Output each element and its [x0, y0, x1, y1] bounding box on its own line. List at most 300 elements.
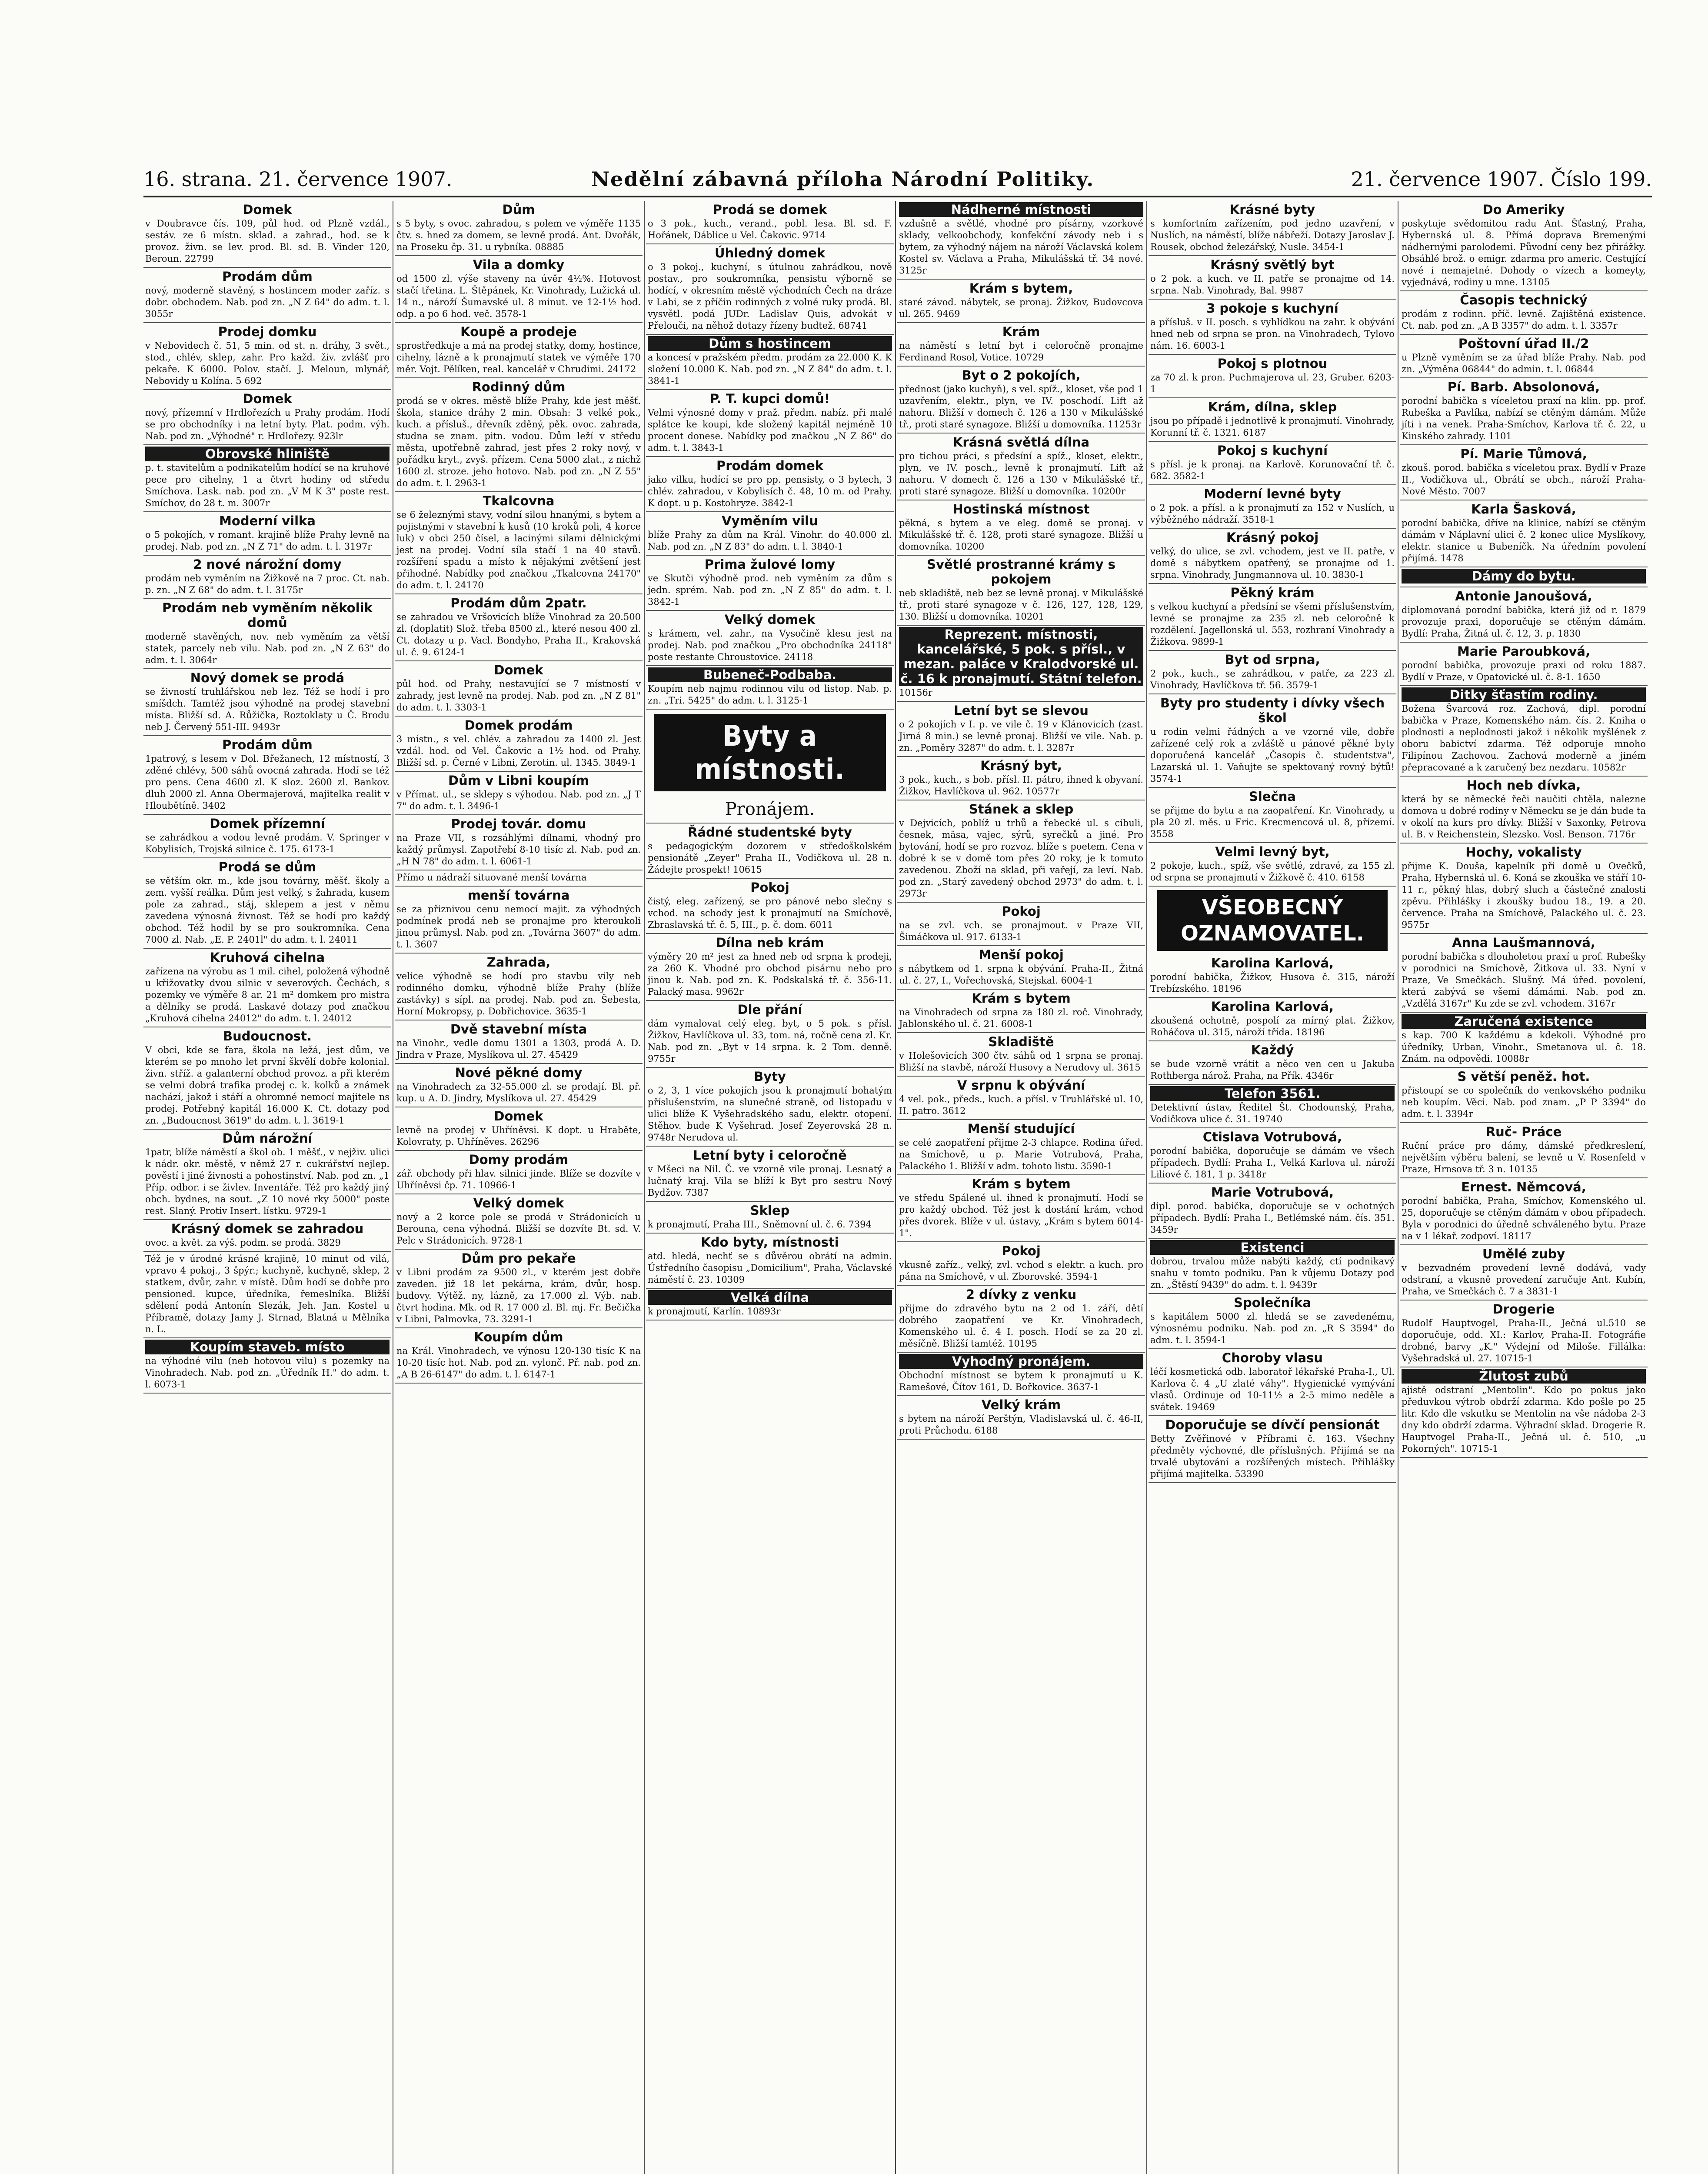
ad-body-text: 2 pok., kuch., se zahrádkou, v patře, za 223 zl. Vinohrady, Havlíčkova tř. 56. 3579-1 [1150, 668, 1395, 690]
ad-body-text: se bude vzorně vrátit a něco ven cen u Jakuba Rothberga nárož. Praha, na Přík. 4346r [1150, 1059, 1395, 1081]
ad-body-text: 3 místn., s vel. chlév. a zahradou za 1400 zl. Jest vzdál. hod. od Vel. Čakovic a 1½ hod. od Prahy. Bližší sd. p. Černé v Libni, Zerotin. ul. 1345. 3849-1 [396, 734, 641, 768]
ad-body-text: pro tichou práci, s předsíní a spíž., kloset, elektr., plyn, ve IV. posch., levně k pronajmutí. Lift až nahoru. V domech č. 126 a 130 v Mikulášské tř., proti staré synagoze. Bližší u domovníka. 10200r [899, 451, 1143, 497]
ad-title: Do Ameriky [1482, 202, 1565, 217]
ad-title: Byty [754, 1069, 786, 1084]
ad-body-text: na náměstí s letní byt i celoročně pronajme Ferdinand Rosol, Votice. 10729 [899, 340, 1143, 363]
ad-title: Ditky šťastím rodiny. [1402, 687, 1646, 702]
classified-ad [646, 457, 894, 512]
column-5 [1149, 201, 1396, 2174]
ad-title: Dílna neb krám [716, 935, 824, 950]
ad-title: Prodá se domek [712, 202, 827, 217]
classified-ad [395, 1064, 643, 1107]
ad-title: Dvě stavební místa [450, 1022, 587, 1037]
ad-title: Koupím dům [474, 1330, 563, 1344]
classified-ad [897, 1396, 1145, 1440]
ad-body-text: přijme do zdravého bytu na 2 od 1. září, dětí dobrého zaopatření ve Kr. Vinohradech, Komenského ul. č. 4 I. posch. Hodí se za 20 zl. měsíčně. Bližší tamtéž. 10195 [899, 1303, 1143, 1349]
ad-body-text: porodní babička, Praha, Smíchov, Komenského ul. 25, doporučuje se ctěným dámám v obou případech. Byla v porodnici do úředně schváleného bytu. Praze na v 1 lékař. zodpoví. 18117 [1402, 1196, 1646, 1241]
ad-title: Velký domek [724, 612, 816, 627]
classified-ad [897, 626, 1145, 702]
ad-title: Každý [1251, 1043, 1294, 1057]
classified-ad [1400, 567, 1648, 587]
ad-body-text: se za přiznivou cenu nemocí majit. za výhodných podmínek prodá neb se pronajme pro kteroukoli jinou průmysl. Nab. pod zn. „Továrna 3607" do adm. t. l. 3607 [396, 904, 641, 950]
classified-ad [646, 1147, 894, 1202]
ad-body-text: čistý, eleg. zařízený, se pro pánové nebo slečny s vchod. na schody jest k pronajmutí na Smíchově, Zbraslavská tř. č. 5, III., p. č. dom. 6011 [648, 896, 892, 930]
ad-title: Dům v Libni koupím [448, 773, 589, 788]
ad-body-text: půl hod. od Prahy, nestavující se 7 místností v zahrady, jest levně na prodej. Nab. pod zn. „N Z 81" do adm. t. l. 3303-1 [396, 679, 641, 713]
ad-title: Krám s bytem [972, 991, 1071, 1006]
classified-ad [143, 201, 391, 268]
ad-title: Poštovní úřad II./2 [1458, 336, 1589, 351]
ad-body-text: jako vilku, hodící se pro pp. pensisty, o 3 bytech, 3 chlév. zahradou, v Kobylisích č. 48, 10 m. od Prahy. K dopt. u p. Kostohryze. 3842-1 [648, 474, 892, 508]
ad-body-text: se živností truhlářskou neb lez. Též se hodí i pro smíšdch. Tamtéž jsou výhodně na prodej stavební místa. Bližší sd. A. Růžička, Roztoklaty u Č. Brodu neb J. Červený 551-III. 9493r [145, 687, 390, 732]
classified-ad [143, 445, 391, 512]
ad-body-text: s přísl. je k pronaj. na Karlově. Korunovační tř. č. 682. 3582-1 [1150, 459, 1395, 481]
classified-ad [1400, 934, 1648, 1013]
ad-body-text: v Libni prodám za 9500 zl., v kterém jest dobře zaveden. již 18 let pekárna, krám, dvůr, hosp. budovy. Výtěž. ny, lázně, za 17.000 zl. Výb. nab. čtvrt hodina. Mk. od R. 17 000 zl. Bl. mj. Fr. Bečička v Libni, Palmovka, 73. 3291-1 [396, 1267, 641, 1324]
ad-body-text: výměry 20 m² jest za hned neb od srpna k prodeji, za 260 K. Vhodné pro obchod pisárnu nebo pro jinou k. Nab. pod zn. K. Podskalská tř. č. 356-11. Palacký masa. 9962r [648, 951, 892, 997]
ad-body-text: Rudolf Hauptvogel, Praha-II., Ječná ul.510 se doporučuje, odd. XI.: Karlov, Praha-II. Fotográfie drobné, barvy „K." Výdejní od Miloše. Fillálka: Vyšehradská ul. 27. 10715-1 [1402, 1318, 1646, 1364]
classified-ad [395, 717, 643, 772]
classified-ad [395, 323, 643, 378]
ad-body-text: atd. hledá, nechť se s důvěrou obrátí na admin. Ústředního časopisu „Domicilium", Praha, Václavské náměstí č. 23. 10309 [648, 1251, 892, 1285]
ad-title: Prima žulové lomy [704, 557, 836, 572]
ad-body-text: s nábytkem od 1. srpna k obývání. Praha-II., Žitná ul. č. 27, I., Vořechovská, Stejskal. 6004-1 [899, 964, 1143, 986]
ad-title: Zahrada, [486, 955, 551, 970]
classified-ad [1400, 201, 1648, 291]
classified-ad [1400, 291, 1648, 335]
ad-title: Žlutost zubů [1402, 1369, 1646, 1384]
classified-ad [395, 954, 643, 1020]
ad-body-text: Ruční práce pro dámy, dámské předkreslení, největším výběru balení, se levně u V. Rosenfeld v Praze, Hrnsova tř. 3 n. 10135 [1402, 1140, 1646, 1174]
ad-body-text: blíže Prahy za dům na Král. Vinohr. do 40.000 zl. Nab. pod zn. „N Z 83" do adm. t. l. 3840-1 [648, 530, 892, 552]
ad-title: Prodám dům [222, 269, 313, 284]
classified-ad [395, 1107, 643, 1151]
ad-title: V srpnu k obývání [957, 1078, 1085, 1093]
ad-body-text: o 2 pok. a přísl. a k pronajmutí za 152 v Nuslích, u výběžného nádraží. 3518-1 [1150, 503, 1395, 525]
ad-title: Byty pro studenty i dívky všech škol [1160, 696, 1385, 725]
ad-body-text: Koupím neb najmu rodinnou vilu od listop. Nab. p. zn. „Tri. 5425" do adm. t. l. 3125-1 [648, 684, 892, 706]
ad-title: Krásná světlá dílna [952, 435, 1090, 450]
ad-body-text: se přijme do bytu a na zaopatření. Kr. Vinohrady, u pla 20 zl. měs. u Fric. Krecmencová ul. 8, přízemí. 3558 [1150, 805, 1395, 839]
ad-body-text: staré závod. nábytek, se pronaj. Žižkov, Budovcova ul. 265. 9469 [899, 297, 1143, 319]
ad-body-text: levně na prodej v Uhříněvsi. K dopt. u Hraběte, Kolovraty, p. Uhříněves. 26296 [396, 1125, 641, 1147]
ad-body-text: prodá se v okres. městě blíže Prahy, kde jest měšť. škola, stanice dráhy 2 min. Obsah: 3 velké pok., kuch. a přísluš., dřevník zděný, pěk. ovoc. zahrada, studna se znam. pitn. vodou. Dům leží v středu města, upotřebně zahrad, jest přes 2 roky nový, v pořádku kryt., zvyš. přízem. Cena 5000 zlat., z nichž 1600 zl. stroze. jeho hotovo. Nab. pod zn. „N Z 55" do adm. t. l. 2963-1 [396, 396, 641, 488]
ad-body-text: na Vinohradech od srpna za 180 zl. roč. Vinohrady, Jablonského ul. č. 21. 6008-1 [899, 1007, 1143, 1029]
ad-title: Kruhová cihelna [210, 950, 325, 965]
classified-ad [1400, 1367, 1648, 1458]
ad-title: Pokoj [1002, 904, 1041, 919]
classified-ad [897, 757, 1145, 800]
ad-body-text: se zahradou ve Vršovicích blíže Vinohrad za 20.500 zl. (doplatit) Slož. třeba 8500 zl., které nesou 400 zl. Ct. dotazy u p. Vacl. Bondyho, Praha II., Krakovská ul. č. 9. 6124-1 [396, 612, 641, 657]
ad-title: menší továrna [467, 888, 570, 903]
ad-title: Prodám neb vyměním několik domů [162, 600, 373, 630]
ad-body-text: zář. obchody při hlav. silnici jinde. Blíže se dozvíte v Uhříněvsi čp. 71. 10966-1 [396, 1168, 641, 1190]
ad-title: Krám, dílna, sklep [1208, 400, 1337, 414]
classified-ad [646, 666, 894, 710]
ad-body-text: moderně stavěných, nov. neb vyměním za větší statek, parcely neb vilu. Nab. pod zn. „N Z 63" do adm. t. l. 3064r [145, 631, 390, 665]
column-separator [644, 201, 645, 2174]
ad-title: Velká dílna [648, 1290, 892, 1305]
ad-body-text: s krámem, vel. zahr., na Vysočině klesu jest na prodej. Nab. pod značkou „Pro obchodníka 24118" poste restante Chroustovice. 24118 [648, 628, 892, 662]
ad-body-text: vzdušně a světlé, vhodné pro písárny, vzorkové sklady, velkoobchody, konfekční závody neb i s bytem, za výhodný nájem na nároží Václavská kolem Kostel sv. Václava a Praha, Mikulášská tř. 34 nové. 3125r [899, 218, 1143, 276]
classified-ad [143, 512, 391, 556]
ad-title: Dům pro pekaře [461, 1251, 576, 1266]
ad-title: Bubeneč-Podbaba. [648, 667, 892, 682]
ad-title: Anna Laušmannová, [1452, 935, 1595, 950]
classified-ad [897, 1286, 1145, 1353]
ad-title: Domek [243, 391, 292, 406]
ad-body-text: nový a 2 korce pole se prodá v Strádonicích u Berouna, cena výhodná. Bližší se dozvíte Bt. sd. V. Pelc v Strádonicích. 9728-1 [396, 1212, 641, 1246]
classified-ad [1149, 398, 1396, 442]
ad-title: Dům [502, 202, 535, 217]
ad-title: 3 pokoje s kuchyní [1206, 301, 1338, 316]
classified-ad [646, 244, 894, 335]
classified-columns [143, 201, 1652, 2174]
ad-title: Rodinný dům [472, 380, 566, 394]
ad-body-text: která by se německé řeči naučiti chtěla, nalezne domova u dobré rodiny v Německu se je dán bude ta v okolí na kurs pro dívky. Bližší v Saxonky, Petrova ul. B. v Reichenstein, Slezsko. Vosl. Benson. 7176r [1402, 794, 1646, 840]
classified-ad [897, 702, 1145, 757]
ad-title: Zaručená existence [1402, 1014, 1646, 1029]
ad-title: 2 nové nárožní domy [193, 557, 342, 572]
ad-body-text: k pronajmutí, Karlín. 10893r [648, 1306, 781, 1317]
ad-body-text: Velmi výnosné domy v praž. předm. nabíz. při malé splátce ke koupi, kde složený kapitál nejméně 10 procent donese. Nabídky pod značkou „N Z 86" do adm. t. l. 3843-1 [648, 407, 892, 453]
ad-title: Nové pěkné domy [455, 1065, 583, 1080]
ad-title: Dle přání [737, 1002, 802, 1017]
classified-ad [897, 1175, 1145, 1242]
classified-ad [395, 256, 643, 323]
ad-title: Letní byt se slevou [954, 703, 1089, 718]
ad-body-text: v bezvadném provedení levně dodává, vady odstraní, a vkusně provedení zaručuje Ant. Kubín, Praha, ve Smečkách č. 7 a 3831-1 [1402, 1263, 1646, 1297]
classified-ad [1149, 998, 1396, 1041]
ad-body-text: přednost (jako kuchyň), s vel. spíž., kloset, vše pod 1 uzavřením, elektr., plyn, ve IV. poschodí. Lift až nahoru. Bližší v domech č. 126 a 130 v Mikulášské tř., proti staré synagoze. Bližší u domovníka. 11253r [899, 384, 1143, 430]
ad-body-text: o 5 pokojích, v romant. krajině blíže Prahy levně na prodej. Nab. pod zn. „N Z 71" do adm. t. l. 3197r [145, 530, 390, 552]
classified-ad [897, 500, 1145, 556]
classified-ad [646, 390, 894, 457]
classified-ad [143, 268, 391, 323]
ad-body-text: u rodin velmi řádných a ve vzorné vile, dobře zařízené celý rok a zvláště u pánové pěkné byty doporučená kancelář „Časopis č. studentstva", Lazarská ul. 1. Vaňujte se spektovaný rovný býtů! 3574-1 [1150, 727, 1395, 784]
ad-title: Velký domek [473, 1196, 564, 1210]
ad-title: Krásné byty [1229, 202, 1315, 217]
classified-ad [395, 1250, 643, 1328]
classified-ad [1149, 1416, 1396, 1483]
column-separator [895, 201, 896, 2174]
classified-ad [646, 824, 894, 879]
classified-ad [1149, 1184, 1396, 1239]
ad-body-text: od 1500 zl. výše staveny na úvěr 4½%. Hotovost stačí třetina. L. Štěpánek, Kr. Vinohrady, Lužická ul. 14 n., nároží Šumavské ul. 8 minut. ve 12-1½ hod. odp. a po 6 hod. več. 3578-1 [396, 273, 641, 319]
header-left-page-number-date: 16. strana. 21. července 1907. [143, 167, 453, 191]
ad-title: Karla Šasková, [1471, 502, 1576, 517]
classified-ad [1149, 442, 1396, 485]
ad-title: Domek [494, 663, 543, 677]
ad-title: Domek [243, 202, 292, 217]
classified-ad [646, 934, 894, 1001]
ad-body-text: diplomovaná porodní babička, která již od r. 1879 provozuje praxi, doporučuje se ctěným dámám. Bydlí: Praha, Žitná ul. č. 12, 3. p. 1830 [1402, 605, 1646, 639]
ad-title: Prodám dům [222, 737, 313, 752]
ad-body-text: pěkná, s bytem a ve eleg. domě se pronaj. v Mikulášské tř. č. 128, proti staré synagoze. Bližší u domovníka. 10200 [899, 518, 1143, 552]
ad-title: Budoucnost. [223, 1029, 312, 1044]
ad-body-text: Božena Švarcová roz. Zachová, dipl. porodní babička v Praze, Komenského nám. čís. 2. Kniha o plodnosti a neplodnosti jakož i několik myšlének z oboru babictví zdarma. Též odporuje mnoho Filipínou Zachovou. Zachová moderně a jiném přepracované a k zaručený bez nezdaru. 10582r [1402, 704, 1646, 773]
classified-ad [1400, 686, 1648, 777]
ad-title: Existenci [1150, 1240, 1395, 1255]
classified-ad [1400, 777, 1648, 844]
classified-ad [143, 323, 391, 390]
header-rule [143, 196, 1652, 197]
page-header [143, 167, 1652, 193]
ad-body-text: vkusně zaříz., velký, zvl. vchod s elektr. a kuch. pro pána na Smíchově, v ul. Zborovské. 3594-1 [899, 1260, 1143, 1282]
ad-title: Krásný domek se zahradou [171, 1221, 364, 1236]
classified-ad [1149, 954, 1396, 998]
ad-body-text: s velkou kuchyní a předsíní se všemi příslušenstvím, levné se pronajme za 235 zl. neb celoročně k rozdělení. Jagellonská ul. 553, rozhraní Vinohrady a Žižkova. 9899-1 [1150, 601, 1395, 647]
ad-title: Pokoj [1002, 1244, 1041, 1258]
classified-ad [1400, 1013, 1648, 1068]
ad-body-text: neb skladiště, neb bez se levně pronaj. v Mikulášské tř., proti staré synagoze v č. 126, 127, 128, 129, 130. Bližší u domovníka. 10201 [899, 588, 1143, 622]
ad-body-text: Přímo u nádraží situované menší továrna [396, 872, 587, 883]
classified-ad [1400, 500, 1648, 567]
ad-body-text: sprostředkuje a má na prodej statky, domy, hostince, cihelny, lázně a k pronajmutí statek ve výměře 170 měr. Vojt. Pělíken, real. kancelář v Chrudimi. 24172 [396, 340, 641, 374]
ad-body-text: poskytuje svědomitou radu Ant. Šťastný, Praha, Hybernská ul. 8. Přímá doprava Bremenými nádhernými parolodemi. Původní ceny bez přirážky. Obsáhlé brož. o emigr. zdarma pro americ. Cestující nové i nemajetné. Dohody o vízech a komeyty, vyjednává, rodiny u mne. 13105 [1402, 218, 1646, 287]
classified-ad [1149, 584, 1396, 651]
classified-ad [646, 1289, 894, 1320]
ad-title: Pěkný krám [1230, 585, 1315, 600]
ad-body-text: se zahrádkou a vodou levně prodám. V. Springer v Kobylisích, Trojská silnice č. 175. 6173-1 [145, 832, 390, 854]
ad-body-text: 4 vel. pok., předs., kuch. a přísl. v Truhlářské ul. 10, II. patro. 3612 [899, 1094, 1143, 1116]
classified-ad [143, 1130, 391, 1220]
section-banner-vseobecny-oznamovatel: VŠEOBECNÝ OZNAMOVATEL. [1157, 890, 1388, 951]
ad-body-text: a koncesí v pražském předm. prodám za 22.000 K. K složení 10.000 K. Nab. pod zn. „N Z 84" do adm. t. l. 3841-1 [648, 352, 892, 386]
classified-ad [897, 280, 1145, 323]
classified-ad [1149, 1041, 1396, 1085]
ad-title: Dům s hostincem [648, 336, 892, 351]
ad-title: Doporučuje se dívčí pensionát [1165, 1417, 1380, 1432]
ad-body-text: o 3 pokoj., kuchyní, s útulnou zahrádkou, nově postav., pro soukromníka, pensistu výborně se hodící, v okresním městě východních Čech na dráze v Labi, se z příčin rodinných z volné ruky prodá. Bl. vysvětl. podá JUDr. Ladislav Quis, advokát v Přelouči, na něhož dotazy řízeny budtež. 68741 [648, 262, 892, 331]
ad-title: Pokoj s plotnou [1217, 356, 1328, 371]
ad-title: Dům nárožní [222, 1131, 313, 1146]
ad-body-text: Obchodní místnost se bytem k pronajmutí u K. Ramešové, Čítov 161, D. Bořkovice. 3637-1 [899, 1370, 1143, 1392]
classified-ad [646, 611, 894, 666]
ad-body-text: na výhodné vilu (neb hotovou vilu) s pozemky na Vinohradech. Nab. pod zn. „Úředník H." do adm. t. l. 6073-1 [145, 1356, 390, 1390]
classified-ad [143, 815, 391, 858]
classified-ad [646, 512, 894, 556]
ad-body-text: dám vymalovat celý eleg. byt, o 5 pok. s přísl. Žižkov, Havlíčkova ul. 33, tom. ná, ročně cena zl. Kr. Nab. pod zn. „Byt v 14 srpna. k. 2 Tom. denně. 9755r [648, 1018, 892, 1064]
ad-title: Prodej továr. domu [451, 817, 586, 831]
ad-body-text: ovoc. a květ. za výš. podm. se prodá. 3829 [145, 1237, 341, 1248]
classified-ad [897, 990, 1145, 1033]
ad-title: Pí. Barb. Absolonová, [1447, 380, 1600, 394]
ad-title: Krásný pokoj [1226, 530, 1319, 545]
classified-ad [395, 815, 643, 870]
ad-title: Úhledný domek [714, 246, 826, 260]
ad-body-text: nový, moderně stavěný, s hostincem moder zaříz. s dobr. obchodem. Nab. pod zn. „N Z 64" do adm. t. l. 3055r [145, 285, 390, 319]
ad-body-text: Též je v úrodné krásné krajině, 10 minut od vilá, vpravo 4 pokoj., 3 špýr.; kuchyně, kuchyně, sklep, 2 statkem, dvůr, zahr. v místě. Dům hodí se dobře pro pensioned. kupce, úředníka, řemeslníka. Bližší sdělení podá Antonín Slezák, Jeh. Jan. Kostel u Příbramě, dotazy Jamy J. Strnad, Blatná u Mělníka n. L. [145, 1254, 390, 1334]
classified-ad [646, 1202, 894, 1234]
classified-ad [897, 903, 1145, 946]
ad-body-text: s bytem na nároží Perštýn, Vladislavská ul. č. 46-II, proti Průchodu. 6188 [899, 1414, 1143, 1436]
ad-title: Krám s bytem, [969, 281, 1073, 296]
ad-body-text: nový, přízemní v Hrdlořezích u Prahy prodám. Hodí se pro obchodníky i na letní byty. Plat. podm. výh. Nab. pod zn. „Výhodné" r. Hrdlořezy. 923lr [145, 407, 390, 441]
ad-title: Antonie Janoušová, [1455, 589, 1592, 604]
ad-body-text: a přísluš. v II. posch. s vyhlídkou na zahr. k obývání hned neb od srpna se pron. na Vinohradech, Tylovo nám. 16. 6003-1 [1150, 317, 1395, 351]
ad-body-text: o 2 pokojích v I. p. ve vile č. 19 v Klánovicích (zast. Jirná 8 min.) se levně pronaj. Bližší ve vile. Nab. p. zn. „Poměry 3287" do adm. t. l. 3287r [899, 719, 1143, 753]
ad-title: Krásný světlý byt [1210, 257, 1335, 272]
ad-title: Marie Votrubová, [1211, 1185, 1334, 1200]
classified-ad [143, 669, 391, 736]
classified-ad [1149, 1294, 1396, 1349]
ad-body-text: na Vinohradech za 32-55.000 zl. se prodají. Bl. př. kup. u A. D. Jindry, Myslíkova ul. 27. 45429 [396, 1081, 641, 1104]
ad-body-text: za 70 zl. k pron. Puchmajerova ul. 23, Gruber. 6203-1 [1150, 372, 1395, 394]
classified-ad [897, 367, 1145, 433]
classified-ad [1149, 788, 1396, 843]
ad-title: Ctislava Votrubová, [1202, 1130, 1342, 1144]
ad-body-text: přijme K. Douša, kapelník při domě u Ovečků, Praha, Hybernská ul. 6. Koná se zkouška ve stáří 10-11 r., pěkný hlas, dobrý sluch a částečné znalosti zpěvu. Přihlášky i zkoušky budou 18., 19. a 20. července. Praha na Smíchově, Palackého ul. č. 23. 9575r [1402, 861, 1646, 930]
ad-title: Nový domek se prodá [190, 670, 345, 685]
ad-body-text: velký, do ulice, se zvl. vchodem, jest ve II. patře, v domě s nábytkem opatřený, se pronajme od 1. srpna. Vinohrady, Jungmannova ul. 10. 3830-1 [1150, 546, 1395, 580]
classified-ad [646, 1068, 894, 1147]
classified-ad [1149, 651, 1396, 694]
ad-title: Řádné studentské byty [688, 825, 852, 840]
classified-ad [143, 1338, 391, 1394]
ad-body-text: porodní babička s dlouholetou praxí u prof. Rubešky v porodnici na Smíchově, Žitkova ul. 33. Nyní v Praze, Ve Smečkách. Slušný. Má úřed. povolení, která zabývá se všemi dámámi. Nab. pod zn. „Vzdělá 3167r" Ku zde se zvl. vchodem. 3167r [1402, 951, 1646, 1009]
ad-body-text: v Doubravce čís. 109, půl hod. od Plzně vzdál., sestáv. ze 6 místn. sklad. a zahrad., hod. se k provoz. živn. se lev. prod. Bl. sd. B. Vinder 120, Beroun. 22799 [145, 218, 390, 264]
classified-ad [1149, 694, 1396, 788]
ad-title: Dámy do bytu. [1402, 569, 1646, 584]
column-1 [143, 201, 391, 2174]
ad-title: Vila a domky [473, 257, 565, 272]
ad-title: Tkalcovna [483, 493, 555, 508]
ad-body-text: 3 pok., kuch., s bob. přísl. II. pátro, ihned k obyvaní. Žižkov, Havlíčkova ul. 962. 10577r [899, 774, 1143, 797]
classified-ad [646, 335, 894, 390]
ad-body-text: porodní babička s víceletou praxí na klin. pp. prof. Rubeška a Pavlíka, nabízí se ctěným dámám. Může jíti i na venek. Praha-Smíchov, Karlova tř. č. 22, u Kinského zahrady. 1101 [1402, 396, 1646, 441]
ad-body-text: v Dejvicích, poblíž u trhů a řebecké ul. s cibuli, česnek, mäsa, vajec, sýrů, syrečků a jiné. Pro bytování, hodí se pro rozvoz. blíže s poetem. Cena v dobré k se v domě tom přes 20 roky, je k tomuto zavedenou. Zboží na sklad, při vařejí, za leví. Nab. pod zn. „Starý zavedený obchod 2973" do adm. t. l. 2973r [899, 818, 1143, 899]
ad-body-text: 10156r [899, 687, 932, 698]
ad-body-text: v Nebovidech č. 51, 5 min. od st. n. dráhy, 3 svět., stod., chlév, sklep, zahr. Pro každ. živ. zvlášť pro pekaře. K 6000. Polov. stačí. J. Meloun, mlynář, Nebovidy u Kolína. 5 692 [145, 340, 390, 386]
ad-title: Obrovské hliniště [145, 447, 390, 461]
ad-body-text: ajistě odstraní „Mentolin". Kdo po pokus jako předuvkou výtrob obdrží zdarma. Kdo pošle po 25 litr. Kdo dle vskutku se Mentolin na vše nádoba 2-3 dny kdo obdrží zdarma. Výhradní sklad. Drogerie R. Hauptvogel Praha-II., Ječná ul. č. 510, „u Pokorných". 10715-1 [1402, 1385, 1646, 1454]
ad-title: Umělé zuby [1482, 1247, 1565, 1261]
classified-ad [1400, 1245, 1648, 1300]
ad-body-text: s pedagogickým dozorem v středoškolském pensionátě „Zeyer" Praha II., Vodičkova ul. 28 n. Žádejte prospekt! 10615 [648, 841, 892, 875]
ad-title: Společníka [1234, 1295, 1311, 1310]
classified-ad [395, 661, 643, 717]
ad-body-text: na Praze VII, s rozsáhlými dílnami, vhodný pro každý průmysl. Zapotřebí 8-10 tisíc zl. Nab. pod zn. „H N 78" do adm. t. l. 6061-1 [396, 833, 641, 867]
classified-ad [1149, 300, 1396, 355]
classified-ad [897, 946, 1145, 990]
ad-body-text: v Holešovicích 300 čtv. sáhů od 1 srpna se pronaj. Bližší na stavbě, nároží Husovy a Nerudovy ul. 3615 [899, 1050, 1143, 1073]
ad-title: Marie Paroubková, [1457, 644, 1591, 659]
column-separator [1146, 201, 1147, 2174]
classified-ad [897, 800, 1145, 903]
ad-body-text: léčí kosmetická odb. laboratoř lékařské Praha-I., Ul. Karlova č. 4 „U zlaté váhy". Hygienické vymývání vlasů. Ordinuje od 10-11½ a 2-5 mimo neděle a svátek. 19469 [1150, 1367, 1395, 1412]
classified-ad [143, 390, 391, 445]
ad-body-text: se větším okr. m., kde jsou továrny, měšť. školy a zem. vyšší reálka. Dům jest velký, s žahrada, kusem pole za zahrad., stáj, sklepem a jest v němu zavedena výnosná živnost. Též se hodí pro každý obchod. Též hodil by se pro soukromníka. Cena 7000 zl. Nab. „E. P. 2401l" do adm. t. l. 24011 [145, 876, 390, 945]
ad-title: Letní byty i celoročně [693, 1148, 847, 1163]
classified-ad [143, 1252, 391, 1338]
ad-body-text: se 6 železnými stavy, vodní silou hnanými, s bytem a pojistnými v stavební k kusů (10 kroků poli, 4 korce luk) v obci 250 čísel, a lacinými silami dělnickými jest na prodej. Vodní síla stačí 1 na 40 stavů. rozšíření spadu a místo k nějakými zvětšení jest přihodné. Nabídky pod značkou „Tkalcovna 24170" do adm. t. l. 24170 [396, 510, 641, 590]
ad-body-text: na se zvl. vch. se pronajmout. v Praze VII, Šimáčkova ul. 917. 6133-1 [899, 920, 1143, 942]
ad-title: Časopis technický [1460, 293, 1588, 307]
ad-title: Moderní levné byty [1204, 487, 1341, 501]
ad-body-text: na Král. Vinohradech, ve výnosu 120-130 tisíc K na 10-20 tisíc hot. Nab. pod zn. vylonč. Př. nab. pod zn. „A B 26-6147" do adm. t. l. 6147-1 [396, 1346, 641, 1380]
ad-title: Menší studující [967, 1121, 1075, 1136]
ad-title: Choroby vlasu [1222, 1350, 1323, 1365]
ad-title: Prodá se dům [218, 860, 316, 874]
classified-ad [897, 1120, 1145, 1175]
classified-ad [897, 1353, 1145, 1396]
classified-ad [395, 1020, 643, 1064]
classified-ad [1400, 1068, 1648, 1123]
ad-body-text: přistoupí se co společník do venkovského podniku neb koupím. Věci. Nab. pod znam. „P P 3394" do adm. t. l. 3394r [1402, 1085, 1646, 1119]
classified-ad [395, 772, 643, 815]
classified-ad [143, 599, 391, 669]
section-banner-byty-a-mistnosti: Byty a místnosti. [654, 714, 886, 791]
classified-ad [1400, 1178, 1648, 1245]
classified-ad [395, 378, 643, 492]
classified-ad [1149, 1349, 1396, 1416]
classified-ad [1149, 355, 1396, 398]
classified-ad [1149, 485, 1396, 529]
classified-ad [395, 594, 643, 661]
ad-body-text: o 2 pok. a kuch. ve II. patře se pronajme od 14. srpna. Nab. Vinohrady, Bal. 9987 [1150, 273, 1395, 296]
ad-body-text: Betty Zvěřinové v Příbrami č. 163. Všechny předměty výchovné, dle příslušných. Přijímá se na trvalé ubytování a rozšířených místech. Přihlášky přijímá majitelka. 53390 [1150, 1434, 1395, 1479]
ad-body-text: porodní babička, doporučuje se dámám ve všech případech. Bydlí: Praha I., Velká Karlova ul. nároží Liliové č. 181, 1 p. 3418r [1150, 1146, 1395, 1180]
ad-body-text: 1patr, blíže náměstí a škol ob. 1 měšť., v nejživ. ulici k nádr. okr. městě, v němž 27 r. cukrářství nejlep. pověstí i jiné živnosti a pohostinství. Nab. pod zn. „1 Příp. odbor. i se živlev. Inventáře. Též pro každý jiný obch. bydnes, na sout. „Z 10 nové rky 5000" poste rest. Slaný. Protiv Insert. lístku. 9729-1 [145, 1147, 390, 1216]
classified-ad [646, 556, 894, 611]
classified-ad [646, 1001, 894, 1068]
classified-ad [1400, 844, 1648, 934]
classified-ad [1400, 378, 1648, 445]
ad-title: Skladiště [988, 1034, 1054, 1049]
classified-ad [395, 870, 643, 887]
ad-title: Ruč- Práce [1485, 1124, 1562, 1139]
ad-body-text: zkouš. porod. babička s víceletou prax. Bydlí v Praze II., Vodičkova ul., Obrátí se obch., nároží Praha-Nové Město. 7007 [1402, 463, 1646, 497]
ad-body-text: u Plzně vyměním se za úřad blíže Prahy. Nab. pod zn. „Výměna 06844" do admin. t. l. 06844 [1402, 352, 1646, 374]
classified-ad [1149, 1239, 1396, 1294]
classified-ad [143, 1027, 391, 1130]
ad-title: Hoch neb dívka, [1466, 778, 1581, 793]
ad-body-text: prodám z rodinn. příč. levně. Zajištěná existence. Ct. nab. pod zn. „A B 3357" do adm. t. l. 3357r [1402, 309, 1646, 331]
ad-body-text: s komfortním zařízením, pod jedno uzavření, v Nuslích, na náměstí, blíže nábřeží. Dotazy Jaroslav J. Rousek, obchod železářský, Nusle. 3454-1 [1150, 218, 1395, 252]
ad-title: Stánek a sklep [969, 802, 1074, 817]
classified-ad [646, 201, 894, 244]
header-right-date-issue: 21. července 1907. Číslo 199. [1351, 167, 1652, 191]
ad-body-text: s 5 byty, s ovoc. zahradou, s polem ve výměře 1135 čtv. s. hned za domem, se levně prodá. Ant. Dvořák, na Proseku čp. 31. u rybníka. 08885 [396, 218, 641, 252]
ad-body-text: ve Skutči výhodně prod. neb vyměním za dům s jedn. sprém. Nab. pod zn. „N Z 85" do adm. t. l. 3842-1 [648, 573, 892, 607]
ad-title: Hostinská místnost [952, 502, 1090, 517]
classified-ad [395, 1151, 643, 1194]
ad-title: Moderní vilka [219, 513, 316, 528]
ad-title: Prodej domku [218, 324, 317, 339]
ad-body-text: na Vinohr., vedle domu 1301 a 1303, prodá A. D. Jindra v Praze, Myslíkova ul. 27. 45429 [396, 1038, 641, 1060]
ad-body-text: porodní babička, Žižkov, Husova č. 315, nároží Trebízského. 18196 [1150, 972, 1395, 994]
ad-title: Koupě a prodeje [460, 324, 577, 339]
classified-ad [897, 323, 1145, 367]
ad-title: Byt od srpna, [1225, 652, 1320, 667]
section-heading-pronajem: Pronájem. [646, 796, 894, 824]
ad-title: Slečna [1249, 789, 1296, 804]
ad-title: Telefon 3561. [1150, 1086, 1395, 1101]
ad-title: Domek přízemní [210, 816, 325, 831]
classified-ad [1149, 529, 1396, 584]
ad-body-text: p. t. stavitelům a podnikatelům hodící se na kruhové pece pro cihelny, 1 a čtvrt hodiny od středu Smíchova. Lask. nab. pod zn. „V M K 3" poste rest. Smíchov, do 28 t. m. 3007r [145, 463, 390, 508]
classified-ad [1149, 1085, 1396, 1128]
classified-ad [143, 1220, 391, 1252]
ad-body-text: zkoušená ochotně, pospolí za mírný plat. Žižkov, Roháčova ul. 315, nároží třída. 18196 [1150, 1015, 1395, 1037]
classified-ad [897, 201, 1145, 280]
classified-ad [897, 556, 1145, 626]
classified-ad [143, 949, 391, 1027]
ad-body-text: v Přímat. ul., se sklepy s výhodou. Nab. pod zn. „J T 7" do adm. t. l. 3496-1 [396, 789, 641, 811]
classified-ad [1400, 587, 1648, 643]
classified-ad [143, 858, 391, 949]
